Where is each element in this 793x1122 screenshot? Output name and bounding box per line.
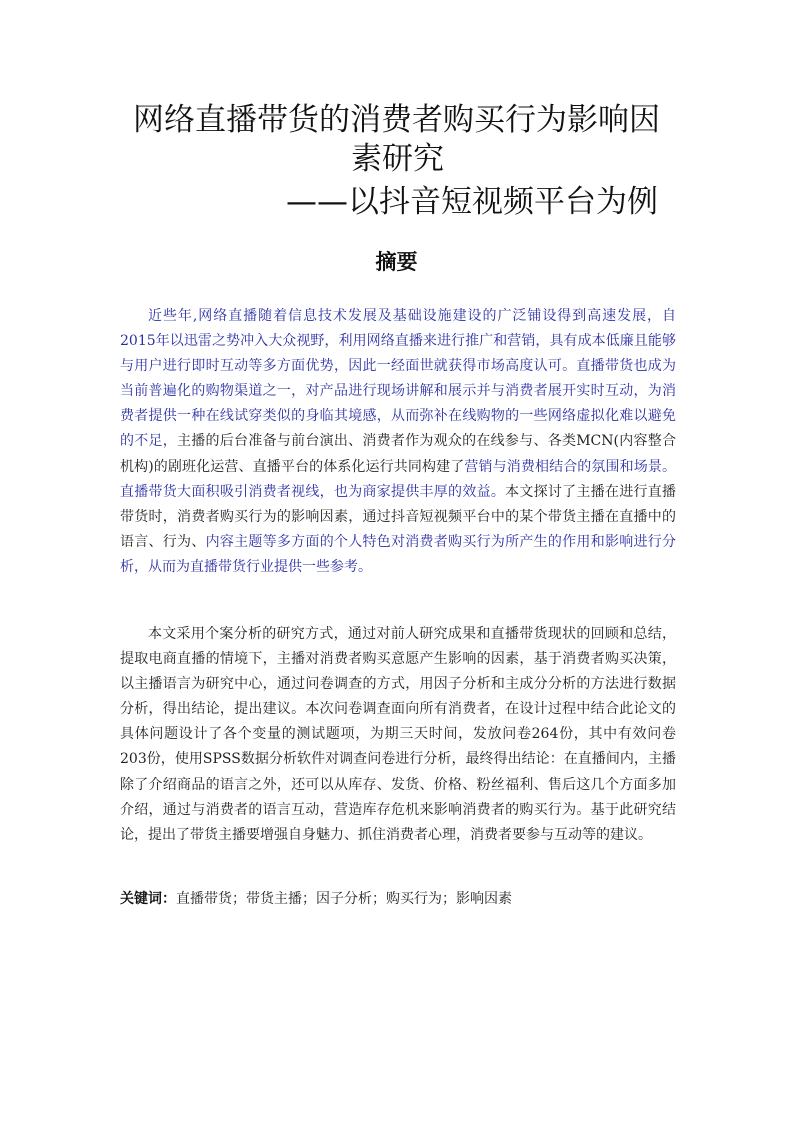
paragraph-1-segment: 主播的后台准备与前台演出、消费者作为观众的在线参与、各类MCN(内容整合机构)的剧班化运营、直播平台的体系化运行共同构建了 [120,433,676,475]
keywords-label: 关键词： [120,891,176,907]
abstract-paragraph-1 [120,304,676,580]
paragraph-1-segment: 近些年,网络直播随着信息技术发展及基础设施建设的广泛铺设得到高速发展，自2015年以迅雷之势冲入大众视野，利用网络直播来进行推广和营销，具有成本低廉且能够与用户进行即时互动等多方面优势，因此一经面世就获得市场高度认可。直播带货也成为当前普遍化的购物渠道之一，对产品进行现场讲解和展示并与消费者展开实时互动，为消费者提供一种在线试穿类似的身临其境感，从而弥补在线购物的一些网络虚拟化难以避免的不足， [120,308,676,450]
abstract-paragraph-2: 本文采用个案分析的研究方式，通过对前人研究成果和直播带货现状的回顾和总结，提取电商直播的情境下，主播对消费者购买意愿产生影响的因素，基于消费者购买决策，以主播语言为研究中心，通过问卷调查的方式，用因子分析和主成分分析的方法进行数据分析，得出结论，提出建议。本次问卷调查面向所有消费者，在设计过程中结合此论文的具体问题设计了各个变量的测试题项，为期三天时间，发放问卷264份，其中有效问卷203份，使用SPSS数据分析软件对调查问卷进行分析，最终得出结论：在直播间内，主播除了介绍商品的语言之外，还可以从库存、发货、价格、粉丝福利、售后这几个方面多加介绍，通过与消费者的语言互动，营造库存危机来影响消费者的购买行为。基于此研究结论，提出了带货主播要增强自身魅力、抓住消费者心理，消费者要参与互动等的建议。 [120,626,676,843]
paragraph-1-segment: 内容主题等多方面的个人特色对消费者购买行为所产生的作用和影响进行分析，从而为直播带货行业提供一些参考。 [120,533,677,575]
paragraph-1-segment: 营销与消费相结合的氛围和场景。直播带货大面积吸引消费者视线，也为商家提供丰厚的效益。 [120,458,677,500]
paragraph-1-segment: 本文探讨了主播在进行直播带货时，消费者购买行为的影响因素，通过抖音短视频平台中的某个带货主播在直播中的语言、行为、 [120,483,677,550]
subtitle: ——以抖音短视频平台为例 [286,184,658,220]
title-line-2: 素研究 [351,141,444,177]
keywords-list: 直播带货；带货主播；因子分析；购买行为；影响因素 [176,891,512,907]
keywords-line [120,887,680,912]
title-line-1: 网络直播带货的消费者购买行为影响因 [133,102,660,138]
abstract-heading: 摘要 [375,250,418,274]
